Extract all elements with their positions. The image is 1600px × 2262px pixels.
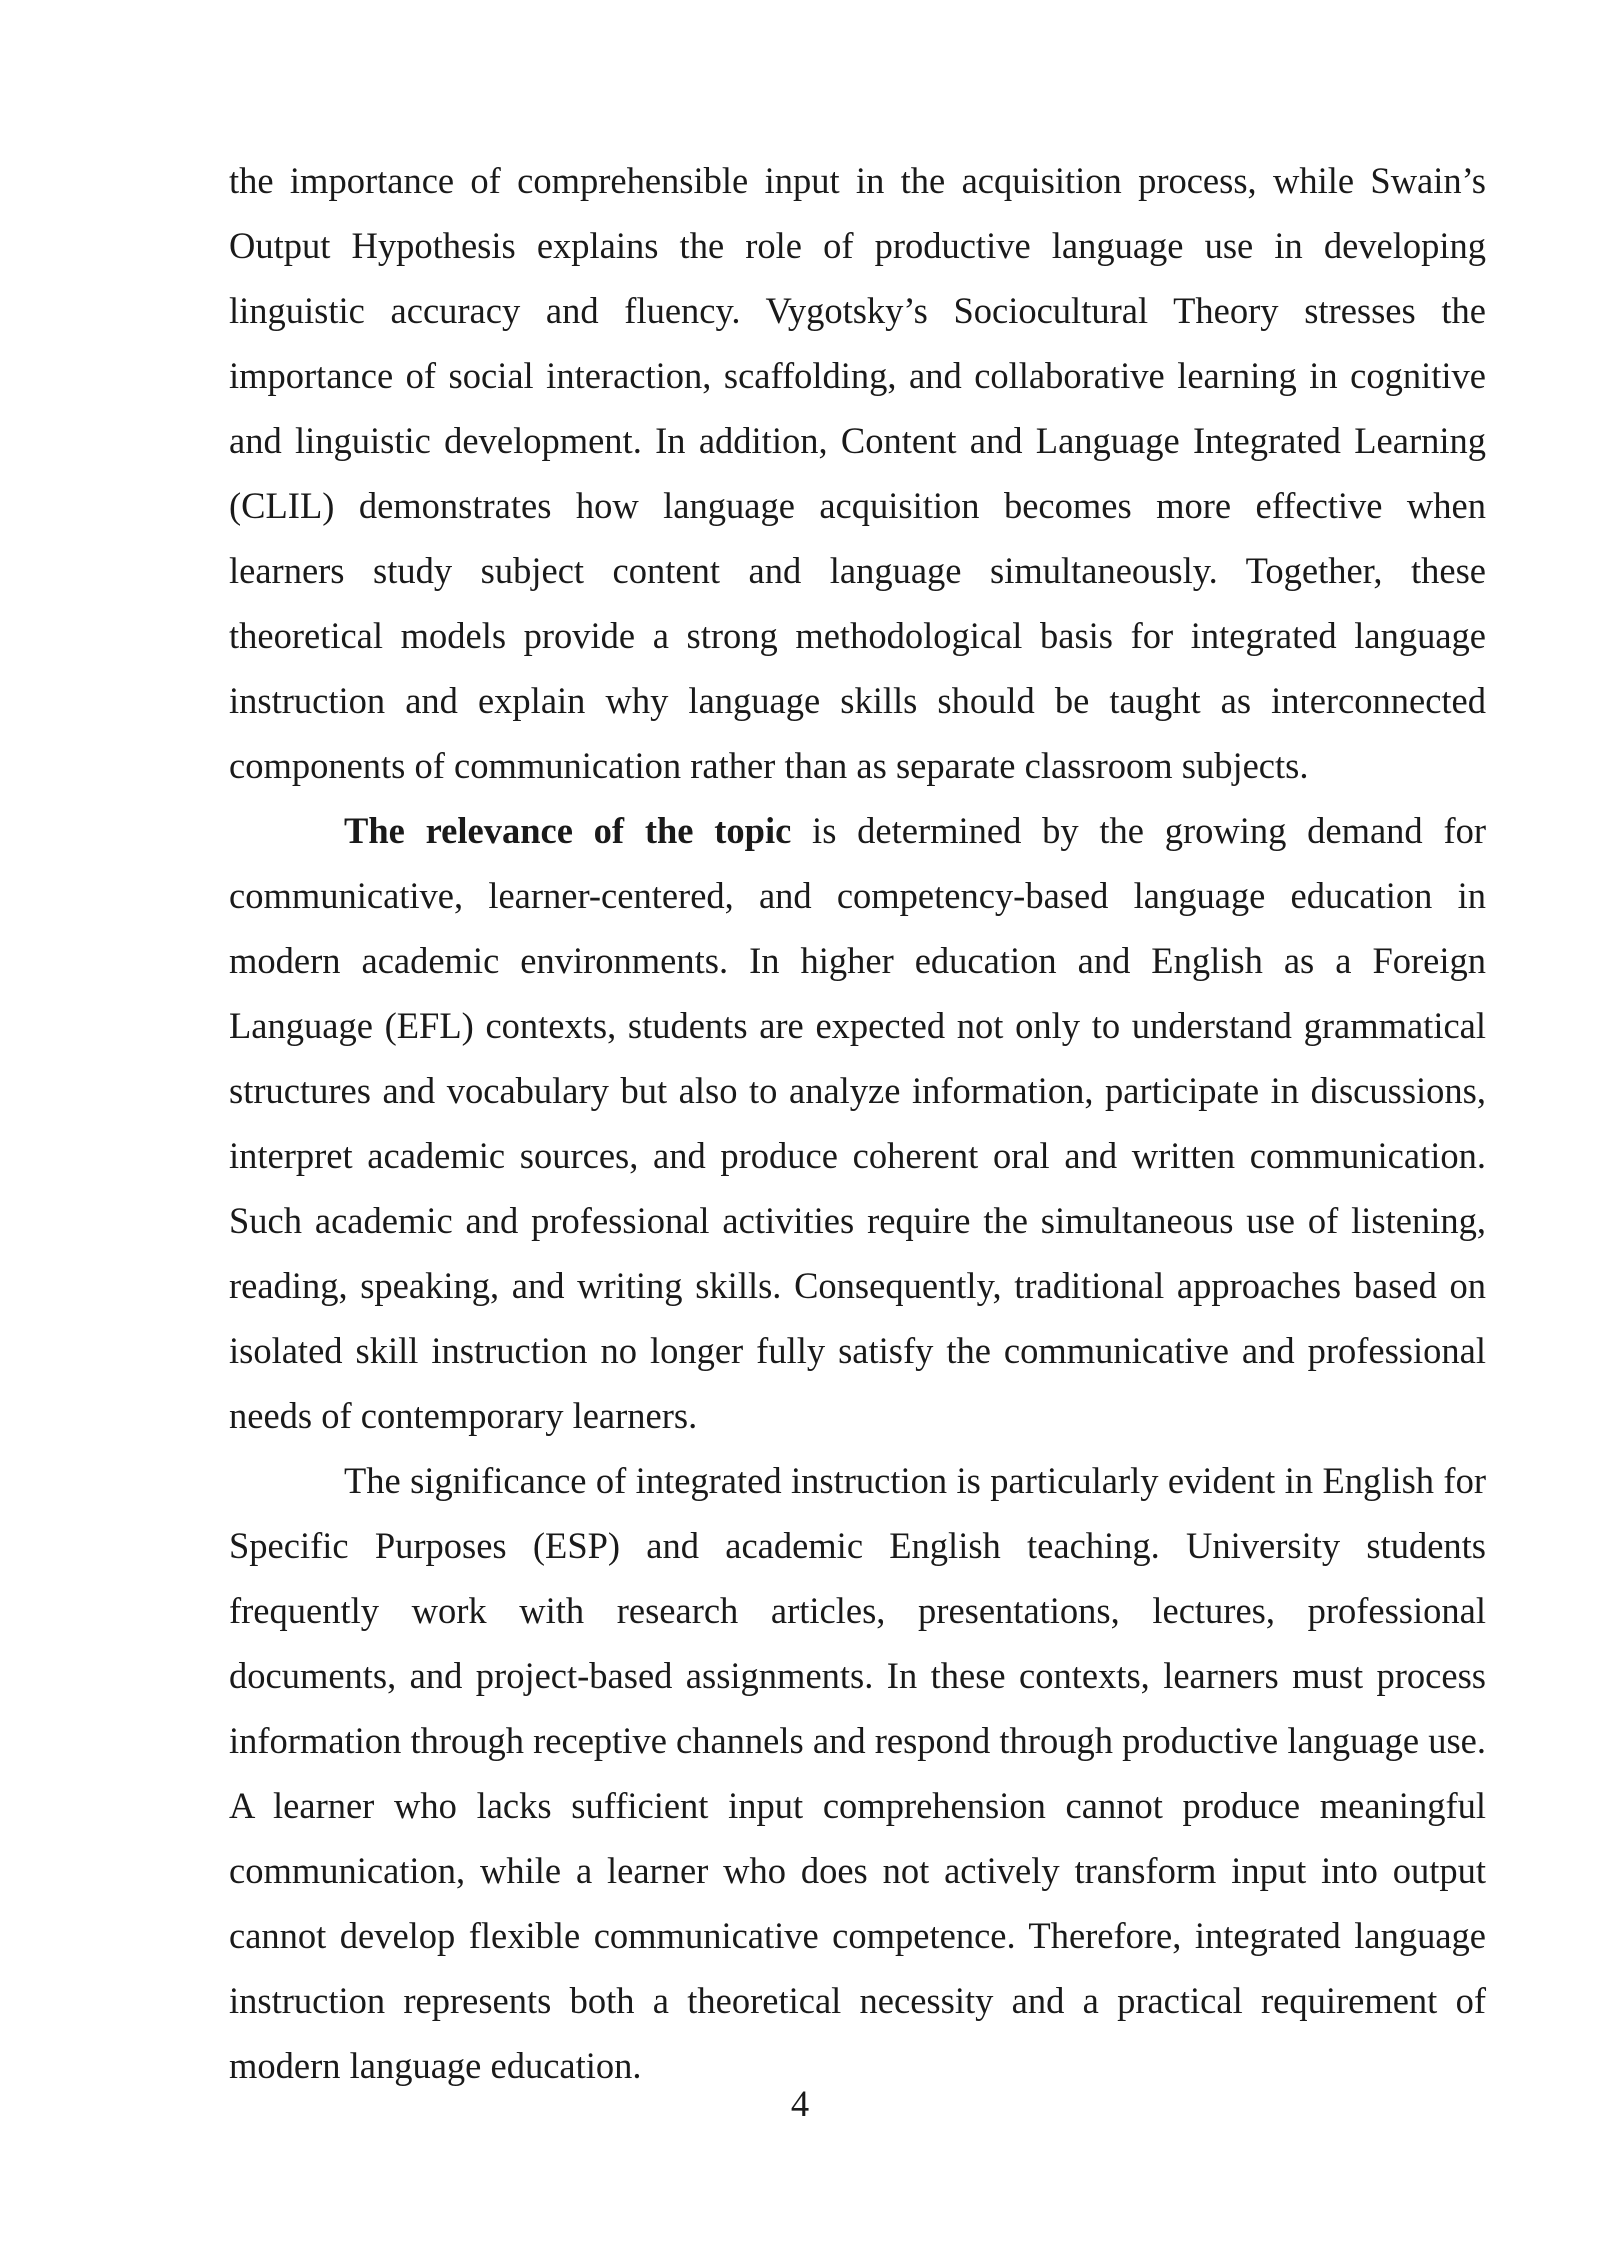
page-number: 4	[790, 2083, 810, 2124]
body-text	[229, 148, 1486, 2098]
paragraph-relevance	[229, 798, 1486, 1448]
paragraph-text: is determined by the growing demand for communicative, learner-centered, and competency-based language education in modern academic environments. In higher education and English as a Foreign Language (EFL) contexts, students are expected not only to understand grammatical structures and vocabulary but also to analyze information, participate in discussions, interpret academic sources, and produce coherent oral and written communication. Such academic and professional activities require the simultaneous use of listening, reading, speaking, and writing skills. Consequently, traditional approaches based on isolated skill instruction no longer fully satisfy the communicative and professional needs of contemporary learners.	[229, 810, 1487, 1436]
paragraph-text: the importance of comprehensible input in the acquisition process, while Swain’s Output Hypothesis explains the role of productive language use in developing linguistic accuracy and fluency. Vygotsky’s Sociocultural Theory stresses the importance of social interaction, scaffolding, and collaborative learning in cognitive and linguistic development. In addition, Content and Language Integrated Learning (CLIL) demonstrates how language acquisition becomes more effective when learners study subject content and language simultaneously. Together, these theoretical models provide a strong methodological basis for integrated language instruction and explain why language skills should be taught as interconnected components of communication rather than as separate classroom subjects.	[229, 160, 1486, 786]
paragraph-significance	[229, 1448, 1486, 2098]
paragraph-text: The significance of integrated instruction is particularly evident in English for Specific Purposes (ESP) and academic English teaching. University students frequently work with research articles, presentations, lectures, professional documents, and project-based assignments. In these contexts, learners must process information through receptive channels and respond through productive language use. A learner who lacks sufficient input comprehension cannot produce meaningful communication, while a learner who does not actively transform input into output cannot develop flexible communicative competence. Therefore, integrated language instruction represents both a theoretical necessity and a practical requirement of modern language education.	[229, 1460, 1486, 2086]
paragraph-continuation	[229, 148, 1486, 798]
paragraph-lead-bold: The relevance of the topic	[344, 810, 792, 851]
